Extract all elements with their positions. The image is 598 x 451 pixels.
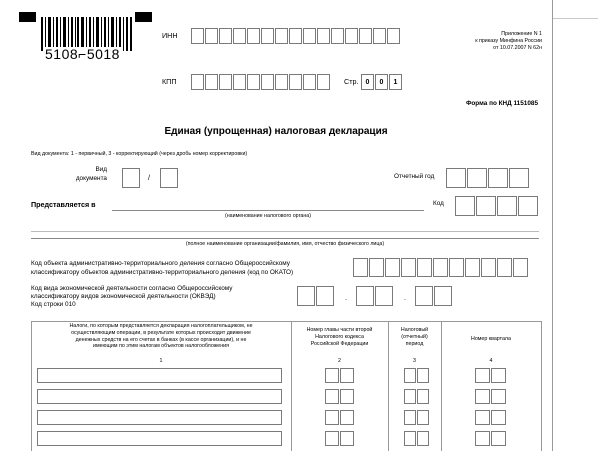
corner-marker-top-center [135, 12, 152, 22]
doc-kind-label-1: Вид [95, 166, 107, 173]
quarter-number-input[interactable] [475, 410, 507, 425]
quarter-number-input[interactable] [475, 431, 507, 446]
table-col-number-1: 1 [159, 358, 163, 364]
kpp-field[interactable] [191, 74, 331, 90]
submitted-to-label: Представляется в [31, 200, 96, 209]
form-code: Форма по КНД 1151085 [465, 100, 538, 107]
page-number-field[interactable] [361, 74, 403, 90]
table-header-col-2: Номер главы части второй Налогового кодекса Российской Федерации [306, 327, 373, 347]
okato-line-2: классификатору объектов административно-территориального деления (код по ОКАТО) [31, 269, 294, 276]
okved-line-3: Код строки 010 [31, 301, 76, 308]
tax-name-input[interactable] [37, 431, 282, 446]
chapter-number-input[interactable] [325, 431, 355, 446]
tax-authority-code-field[interactable] [455, 196, 539, 216]
chapter-number-input[interactable] [325, 368, 355, 383]
okved-dot-2: . [404, 293, 406, 302]
okved-field-part-3[interactable] [415, 286, 453, 306]
okved-field-part-1[interactable] [297, 286, 335, 306]
correction-number-field[interactable] [160, 168, 179, 188]
page-title: Единая (упрощенная) налоговая декларация [164, 126, 388, 137]
table-header-col-3: Налоговый (отчетный) период [400, 327, 429, 347]
chapter-number-input[interactable] [325, 410, 355, 425]
doc-kind-separator: / [148, 173, 150, 182]
tax-period-input[interactable] [404, 431, 430, 446]
corner-marker-top-left [19, 12, 36, 22]
tax-authority-line[interactable] [112, 210, 424, 211]
okved-line-2: классификатору видов экономической деятельности (ОКВЭД) [31, 293, 216, 300]
page-edge [552, 0, 553, 451]
report-year-label: Отчетный год [394, 173, 435, 180]
page-label: Стр. [344, 77, 359, 86]
kpp-label: КПП [162, 77, 177, 86]
tax-name-input[interactable] [37, 410, 282, 425]
quarter-number-input[interactable] [475, 368, 507, 383]
doc-kind-label-2: документа [75, 175, 107, 182]
okved-line-1: Код вида экономической деятельности согласно Общероссийскому [31, 285, 233, 292]
page-digit: 0 [361, 74, 374, 90]
doc-kind-field[interactable] [122, 168, 141, 188]
okato-line-1: Код объекта административно-территориального деления согласно Общероссийскому [31, 260, 290, 267]
page-digit: 0 [375, 74, 388, 90]
appendix-line-2: к приказу Минфина России [475, 38, 542, 44]
barcode-number: 5108⌐5018 [45, 46, 120, 62]
page-digit: 1 [389, 74, 402, 90]
org-name-caption: (полное наименование организации/фамилия, имя, отчество физического лица) [185, 241, 385, 247]
code-label: Код [433, 200, 444, 207]
okved-field-part-2[interactable] [356, 286, 394, 306]
table-top-border [31, 321, 541, 322]
org-name-line-top [31, 231, 539, 232]
table-col-number-3: 3 [413, 358, 416, 364]
appendix-line-3: от 10.07.2007 N 62н [493, 45, 542, 51]
tax-name-input[interactable] [37, 389, 282, 404]
table-col-number-2: 2 [338, 358, 341, 364]
tax-period-input[interactable] [404, 389, 430, 404]
inn-field[interactable] [191, 28, 401, 44]
tax-period-input[interactable] [404, 410, 430, 425]
org-name-line[interactable] [31, 238, 539, 239]
tax-authority-caption: (наименование налогового органа) [224, 213, 311, 219]
tax-name-input[interactable] [37, 368, 282, 383]
inn-label: ИНН [162, 31, 178, 40]
chapter-number-input[interactable] [325, 389, 355, 404]
table-header-col-1: Налоги, по которым представляется декларация налогоплательщиком, не осуществляющим операции, в результате которых происходит движение денежных средств на его счетах в банках (в кассе организации), и не имеющим по этим налогам объектов налогообложения [69, 323, 253, 350]
table-col-number-4: 4 [489, 358, 493, 364]
table-header-col-4: Номер квартала [471, 336, 511, 342]
tax-period-input[interactable] [404, 368, 430, 383]
okato-field[interactable] [353, 258, 529, 277]
doc-type-note: Вид документа: 1 - первичный, 3 - корректирующий (через дробь номер корректировки) [31, 151, 248, 157]
page-edge-tick [553, 18, 598, 19]
quarter-number-input[interactable] [475, 389, 507, 404]
okved-dot-1: . [345, 293, 347, 302]
table-right-border [541, 321, 542, 451]
appendix-line-1: Приложение N 1 [501, 31, 542, 37]
report-year-field[interactable] [446, 168, 530, 188]
